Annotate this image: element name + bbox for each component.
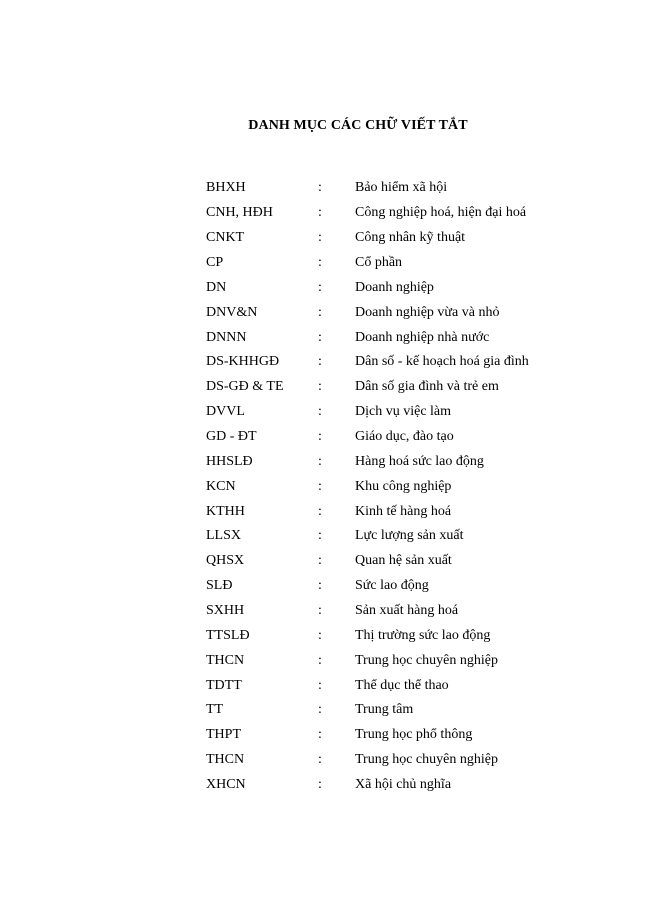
abbreviation-meaning: Sản xuất hàng hoá (355, 603, 459, 619)
abbreviation-term: CNKT (206, 230, 245, 246)
separator-colon: : (318, 603, 322, 619)
abbreviation-term: DNNN (206, 329, 247, 345)
abbreviation-meaning: Doanh nghiệp nhà nước (355, 329, 490, 345)
separator-colon: : (318, 777, 322, 793)
separator-colon: : (318, 354, 322, 370)
abbreviation-row (206, 524, 529, 549)
abbreviation-term: DVVL (206, 404, 245, 420)
separator-colon: : (318, 627, 322, 643)
abbreviation-meaning: Dịch vụ việc làm (355, 404, 452, 420)
abbreviation-row (206, 773, 529, 798)
abbreviation-meaning: Thể dục thể thao (355, 677, 449, 693)
abbreviation-row (206, 723, 529, 748)
separator-colon: : (318, 279, 322, 295)
abbreviation-term: TT (206, 702, 224, 718)
abbreviation-term: CNH, HĐH (206, 205, 273, 221)
abbreviation-term: DN (206, 279, 227, 295)
abbreviation-row (206, 599, 529, 624)
abbreviation-term: THPT (206, 727, 241, 743)
abbreviation-meaning: Trung học chuyên nghiệp (355, 652, 498, 668)
abbreviation-row (206, 275, 529, 300)
abbreviation-row (206, 499, 529, 524)
separator-colon: : (318, 429, 322, 445)
abbreviation-term: TTSLĐ (206, 627, 250, 643)
abbreviation-row (206, 549, 529, 574)
abbreviation-meaning: Công nghiệp hoá, hiện đại hoá (355, 205, 527, 221)
abbreviation-row (206, 748, 529, 773)
separator-colon: : (318, 702, 322, 718)
abbreviation-meaning: Lực lượng sản xuất (355, 528, 464, 544)
abbreviation-meaning: Trung tâm (355, 702, 414, 718)
separator-colon: : (318, 255, 322, 270)
abbreviation-term: DS-GĐ & TE (206, 379, 284, 395)
abbreviation-term: SLĐ (206, 578, 233, 594)
abbreviation-term: CP (206, 255, 224, 270)
separator-colon: : (318, 677, 322, 693)
separator-colon: : (318, 329, 322, 345)
abbreviation-term: GD - ĐT (206, 429, 257, 445)
abbreviation-term: TDTT (206, 677, 242, 693)
abbreviation-row (206, 350, 529, 375)
separator-colon: : (318, 230, 322, 246)
separator-colon: : (318, 404, 322, 420)
abbreviation-meaning: Sức lao động (355, 578, 429, 594)
abbreviation-meaning: Kinh tế hàng hoá (355, 503, 452, 519)
separator-colon: : (318, 453, 322, 469)
abbreviation-term: BHXH (206, 180, 246, 196)
separator-colon: : (318, 752, 322, 768)
separator-colon: : (318, 652, 322, 668)
separator-colon: : (318, 478, 322, 494)
abbreviation-meaning: Quan hệ sản xuất (355, 553, 452, 569)
abbreviation-term: KTHH (206, 503, 245, 519)
abbreviation-row (206, 474, 529, 499)
abbreviation-term: QHSX (206, 553, 245, 569)
separator-colon: : (318, 553, 322, 569)
abbreviation-meaning: Trung học chuyên nghiệp (355, 752, 498, 768)
abbreviation-meaning: Doanh nghiệp vừa và nhỏ (355, 304, 500, 320)
abbreviation-term: LLSX (206, 528, 241, 544)
separator-colon: : (318, 180, 322, 196)
abbreviation-meaning: Công nhân kỹ thuật (355, 230, 466, 246)
abbreviation-term: XHCN (206, 777, 246, 793)
abbreviation-row (206, 176, 529, 201)
separator-colon: : (318, 304, 322, 320)
abbreviation-term: KCN (206, 478, 236, 494)
abbreviation-meaning: Hàng hoá sức lao động (355, 453, 484, 469)
abbreviation-row (206, 425, 529, 450)
abbreviation-meaning: Trung học phổ thông (355, 727, 473, 743)
abbreviation-row (206, 648, 529, 673)
abbreviation-row (206, 201, 529, 226)
separator-colon: : (318, 578, 322, 594)
abbreviation-row (206, 300, 529, 325)
abbreviation-row (206, 673, 529, 698)
abbreviation-term: DS-KHHGĐ (206, 354, 280, 370)
separator-colon: : (318, 379, 322, 395)
abbreviation-term: THCN (206, 752, 245, 768)
abbreviation-row (206, 698, 529, 723)
separator-colon: : (318, 528, 322, 544)
abbreviation-meaning: Dân số gia đình và trẻ em (355, 379, 499, 395)
abbreviation-meaning: Xã hội chủ nghĩa (355, 777, 452, 793)
abbreviation-term: HHSLĐ (206, 453, 253, 469)
abbreviation-meaning: Khu công nghiệp (355, 478, 452, 494)
separator-colon: : (318, 503, 322, 519)
separator-colon: : (318, 205, 322, 221)
abbreviation-term: DNV&N (206, 304, 258, 320)
abbreviation-meaning: Giáo dục, đào tạo (355, 429, 454, 445)
abbreviation-meaning: Cổ phần (355, 255, 403, 270)
abbreviation-meaning: Doanh nghiệp (355, 279, 434, 295)
separator-colon: : (318, 727, 322, 743)
abbreviation-term: THCN (206, 652, 245, 668)
abbreviation-row (206, 400, 529, 425)
abbreviation-row (206, 226, 529, 251)
abbreviation-term: SXHH (206, 603, 245, 619)
page-title: DANH MỤC CÁC CHỮ VIẾT TẮT (248, 118, 468, 133)
abbreviation-meaning: Dân số - kế hoạch hoá gia đình (355, 354, 529, 370)
abbreviation-row (206, 251, 529, 276)
abbreviation-row (206, 574, 529, 599)
abbreviation-meaning: Thị trường sức lao động (355, 627, 491, 643)
abbreviation-meaning: Bảo hiểm xã hội (355, 180, 448, 196)
abbreviation-row (206, 325, 529, 350)
abbreviation-row (206, 623, 529, 648)
abbreviation-row (206, 449, 529, 474)
abbreviation-list (206, 176, 529, 797)
abbreviation-row (206, 375, 529, 400)
